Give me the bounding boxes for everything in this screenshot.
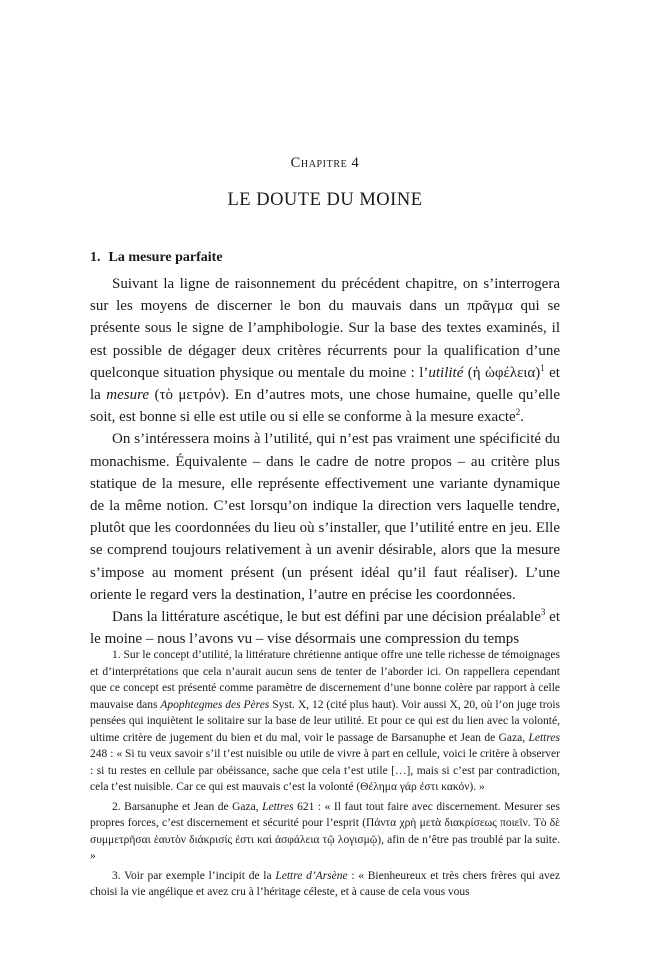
- section-heading: [90, 250, 223, 266]
- text-run: 3. Voir par exemple l’incipit de la: [112, 869, 276, 882]
- italic-title: Apophtegmes des Pères: [160, 698, 270, 711]
- paragraph: On s’intéressera moins à l’utilité, qui n’est pas vraiment une spécificité du monachisme. Équivalente – dans le cadre de notre propos – au critère plus statique de la mesure, elle représente effectivement une variante dynamique de la même notion. C’est lorsqu’on indique la direction vers laquelle tendre, plutôt que les coordonnées du lieu où s’installer, que l’utilité entre en jeu. Elle se comprend toujours relativement à un avenir désirable, alors que la mesure s’impose au moment présent (un présent idéal qu’il faut réaliser). L’une oriente le regard vers la destination, l’autre en précise les coordonnées.: [90, 431, 560, 603]
- text-run: Dans la littérature ascétique, le but est défini par une décision préalable: [112, 609, 541, 626]
- text-run: 2. Barsanuphe et Jean de Gaza,: [112, 800, 263, 813]
- text-run: et le moine – nous l’avons vu – vise désormais une compression du temps: [90, 609, 560, 648]
- footnote-2: [90, 799, 560, 865]
- text-run: : « Bienheureux et très chers frères qui avez choisi la vie angélique et avez cru à l’héritage céleste, et à cause de cela vous vous: [90, 869, 560, 898]
- section-title: La mesure parfaite: [108, 250, 223, 265]
- italic-title: Lettres: [262, 800, 294, 813]
- text-run: (ἡ ὠφέλεια): [463, 364, 541, 381]
- text-run: 248 : « Si tu veux savoir s’il t’est nuisible ou utile de vivre à part en cellule, voici le critère à observer : si tu restes en cellule par obéissance, sache que cela t’est utile […], mais si c’est par contradiction, cela t’est nuisible. Car ce qui est mauvais c’est la volonté (Θέλημα γάρ ἐστι κακόν). »: [90, 748, 560, 793]
- text-run: 621 : « Il faut tout faire avec discernement. Mesurer ses propres forces, c’est discernement et sécurité pour l’esprit (Πάντα χρὴ μετὰ διακρίσεως ποιεῖν. Τὸ δὲ συμμετρῆσαι ἑαυτὸν διάκρισίς ἐστι καὶ ἀσφάλεια τῷ λογισμῷ), afin de n’être pas troublé par la suite. »: [90, 800, 561, 862]
- footnote-ref[interactable]: 1: [540, 362, 545, 373]
- chapter-label: Chapitre 4: [290, 155, 360, 171]
- paragraph: [90, 273, 560, 428]
- text-run: .: [520, 409, 524, 426]
- footnote-ref[interactable]: 3: [540, 607, 546, 618]
- chapter-title: LE DOUTE DU MOINE: [227, 190, 423, 210]
- italic-title: Lettres: [528, 731, 560, 744]
- footnote-ref[interactable]: 2: [515, 407, 521, 418]
- text-run: 1. Sur le concept d’utilité, la littérature chrétienne antique offre une telle richesse de témoignages et d’interprétations que cela n’aurait aucun sens de tenter de l’aborder ici. On rappellera cependant que ce concept est présenté comme paramètre de discernement d’une bonne colère par rapport à celle mauvaise dans: [90, 649, 560, 711]
- text-run: Suivant la ligne de raisonnement du précédent chapitre, on s’interrogera sur les moyens de discerner le bon du mauvais dans un πρᾶγμα qui se présente sous le signe de l’amphibologie. Sur la base des textes examinés, il est possible de dégager deux critères récurrents pour la qualification d’une quelconque situation physique ou mentale du moine : l’: [90, 276, 560, 381]
- italic-term: utilité: [428, 364, 464, 381]
- text-run: Syst. X, 12 (cité plus haut). Voir aussi X, 20, où l’on juge trois pensées qui inquiètent le solitaire sur la base de leur utilité. Et pour ce qui est du lien avec la volonté, ultime critère de jugement du bien et du mal, voir le passage de Barsanuphe et Jean de Gaza,: [90, 698, 560, 744]
- body-text: [90, 273, 560, 650]
- text-run: (τὸ μετρόν). En d’autres mots, une chose humaine, quelle qu’elle soit, est bonne si elle est utile ou si elle se conforme à la mesure exacte: [90, 387, 560, 426]
- footnote-3: [90, 868, 560, 901]
- italic-term: mesure: [106, 387, 150, 404]
- footnote-1: [90, 647, 560, 796]
- section-number: 1.: [90, 250, 101, 265]
- text-run: et la: [90, 364, 560, 404]
- footnotes: [90, 647, 560, 904]
- italic-title: Lettre d’Arsène: [275, 869, 348, 882]
- paragraph: [90, 606, 560, 650]
